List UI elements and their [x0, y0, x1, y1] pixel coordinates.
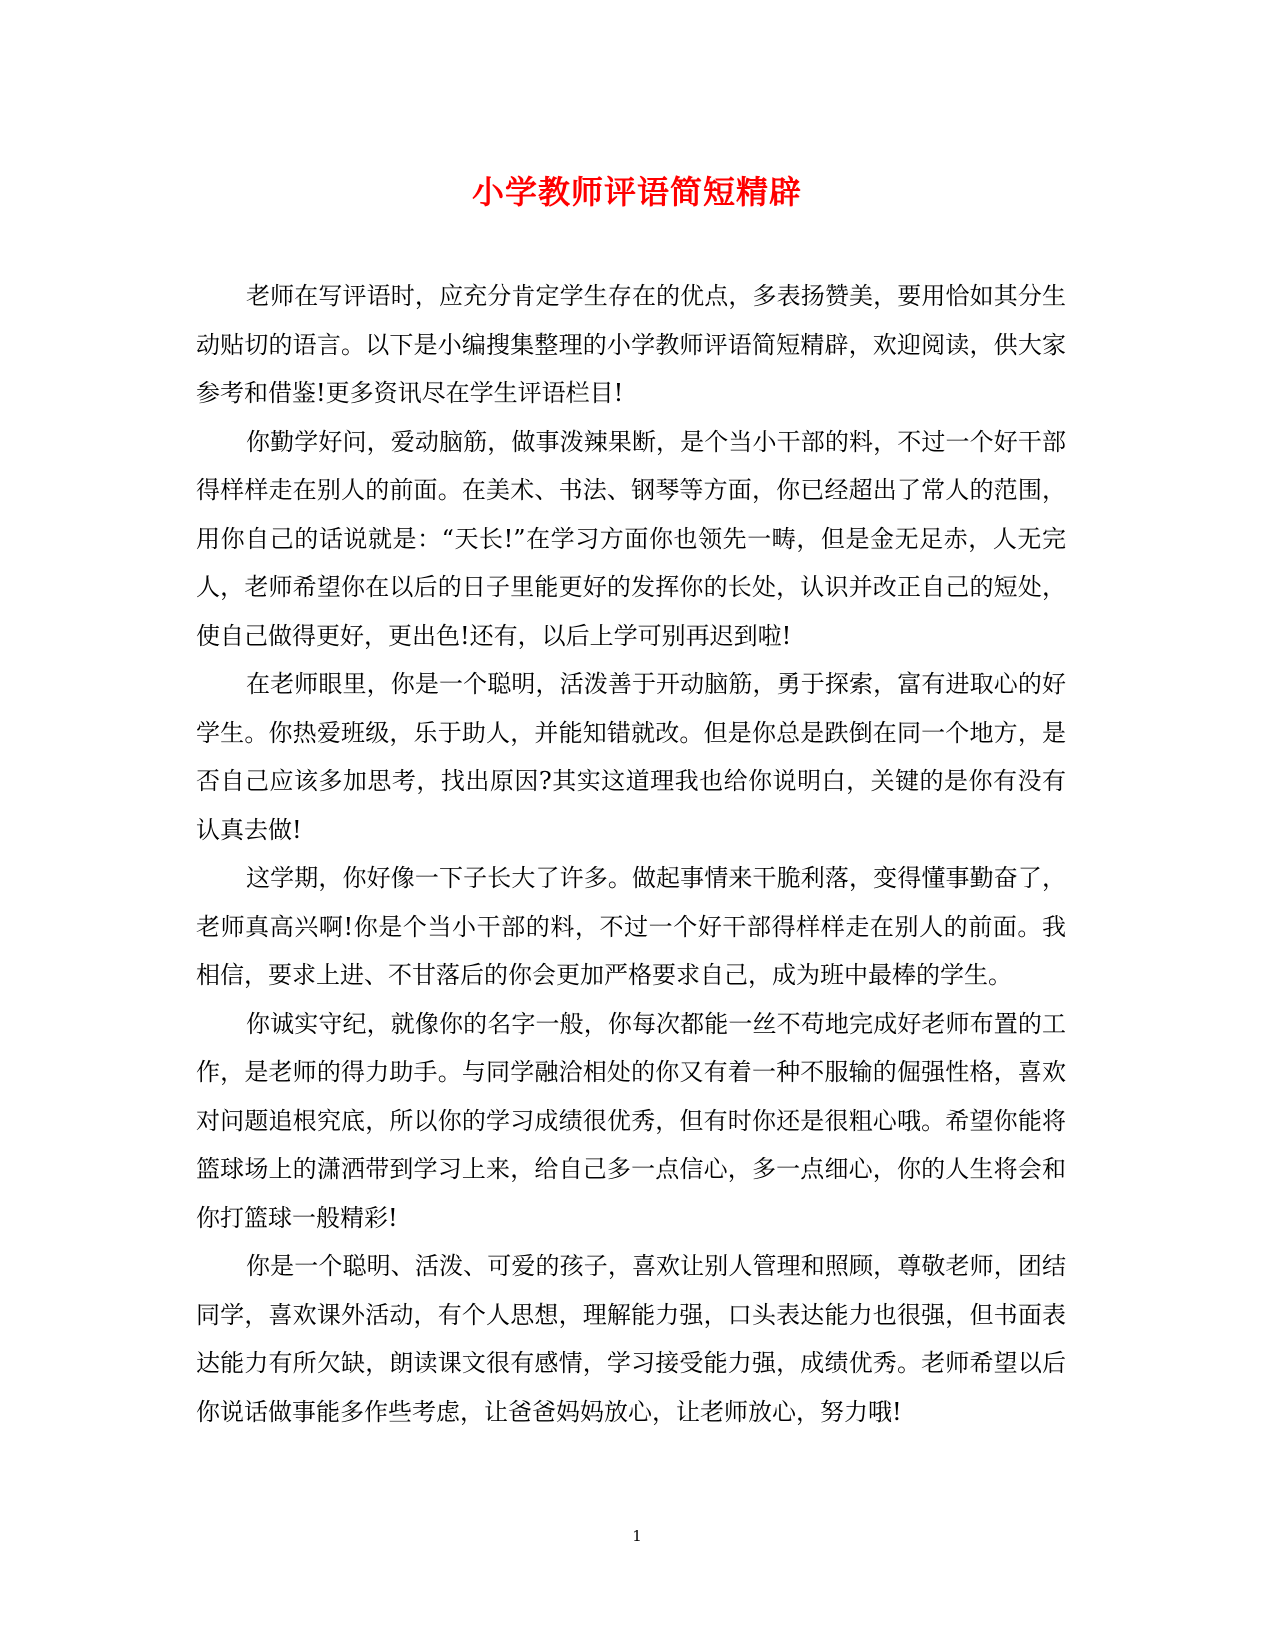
paragraph-comment-4: 你诚实守纪，就像你的名字一般，你每次都能一丝不苟地完成好老师布置的工作，是老师的得力助手。与同学融洽相处的你又有着一种不服输的倔强性格，喜欢对问题追根究底，所以你的学习成绩很优秀，但有时你还是很粗心哦。希望你能将篮球场上的潇洒带到学习上来，给自己多一点信心，多一点细心，你的人生将会和你打篮球一般精彩!	[196, 1009, 1066, 1232]
paragraph-comment-2: 在老师眼里，你是一个聪明，活泼善于开动脑筋，勇于探索，富有进取心的好学生。你热爱班级，乐于助人，并能知错就改。但是你总是跌倒在同一个地方，是否自己应该多加思考，找出原因?其实这道理我也给你说明白，关键的是你有没有认真去做!	[196, 670, 1066, 844]
document-title: 小学教师评语简短精辟	[471, 173, 802, 211]
document-body	[196, 272, 1066, 1436]
paragraph-comment-1: 你勤学好问，爱动脑筋，做事泼辣果断，是个当小干部的料，不过一个好干部得样样走在别人的前面。在美术、书法、钢琴等方面，你已经超出了常人的范围，用你自己的话说就是：“天长!”在学习方面你也领先一畴，但是金无足赤，人无完人，老师希望你在以后的日子里能更好的发挥你的长处，认识并改正自己的短处，使自己做得更好，更出色!还有，以后上学可别再迟到啦!	[196, 427, 1066, 650]
page-number: 1	[632, 1527, 642, 1545]
paragraph-comment-5: 你是一个聪明、活泼、可爱的孩子，喜欢让别人管理和照顾，尊敬老师，团结同学，喜欢课外活动，有个人思想，理解能力强，口头表达能力也很强，但书面表达能力有所欠缺，朗读课文很有感情，学习接受能力强，成绩优秀。老师希望以后你说话做事能多作些考虑，让爸爸妈妈放心，让老师放心，努力哦!	[196, 1252, 1066, 1426]
paragraph-comment-3: 这学期，你好像一下子长大了许多。做起事情来干脆利落，变得懂事勤奋了，老师真高兴啊!你是个当小干部的料，不过一个好干部得样样走在别人的前面。我相信，要求上进、不甘落后的你会更加严格要求自己，成为班中最棒的学生。	[196, 864, 1066, 989]
paragraph-intro: 老师在写评语时，应充分肯定学生存在的优点，多表扬赞美，要用恰如其分生动贴切的语言。以下是小编搜集整理的小学教师评语简短精辟，欢迎阅读，供大家参考和借鉴!更多资讯尽在学生评语栏目!	[196, 282, 1066, 407]
